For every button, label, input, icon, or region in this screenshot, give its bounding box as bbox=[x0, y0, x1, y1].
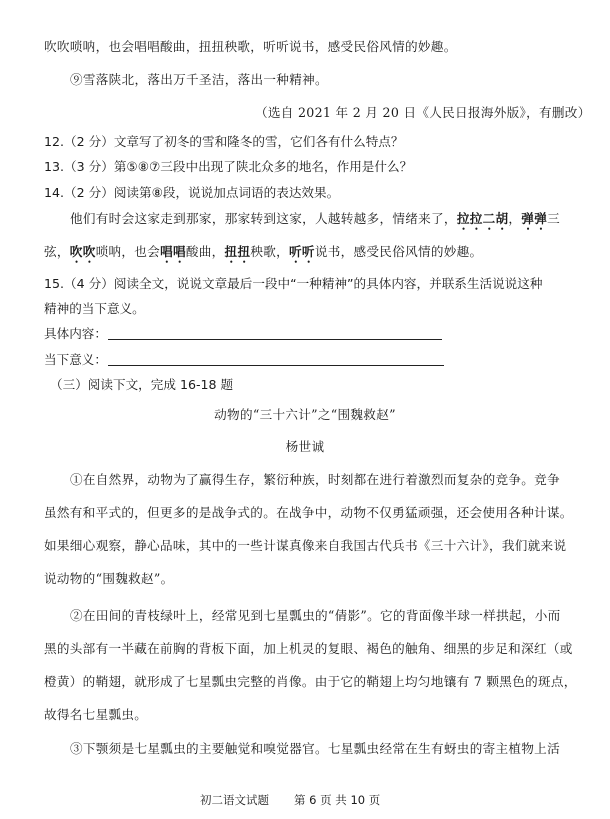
dotted-word: 弹弹 bbox=[521, 211, 548, 226]
paragraph-2-line-1: ②在田间的青枝绿叶上，经常见到七星瓢虫的“倩影”。它的背面像半球一样拱起，小而 bbox=[70, 608, 561, 623]
dotted-word: 听听 bbox=[289, 244, 315, 259]
quote-text: 他们有时会这家走到那家，那家转到这家，人越转越多，情绪来了， bbox=[70, 211, 457, 226]
quote-text: 说书，感受民俗风情的妙趣。 bbox=[314, 244, 483, 259]
answer-meaning-line[interactable] bbox=[108, 365, 444, 366]
article-title: 动物的“三十六计”之“围魏救赵” bbox=[214, 407, 396, 422]
quote-text: 唢呐，也会 bbox=[95, 244, 161, 259]
paragraph-1-line-3: 如果细心观察，静心品味，其中的一些计谋真像来自我国古代兵书《三十六计》，我们就来说 bbox=[44, 538, 567, 553]
dotted-word: 吹吹 bbox=[69, 244, 96, 259]
dotted-word: 拉拉二胡 bbox=[456, 211, 509, 226]
section-heading: （三）阅读下文，完成 16-18 题 bbox=[50, 377, 234, 392]
paragraph-2-line-2: 黑的头部有一半藏在前胸的背板下面，加上机灵的复眼、褐色的触角、细黑的步足和深红（或 bbox=[44, 641, 573, 656]
question-14: 14.（2 分）阅读第⑧段，说说加点词语的表达效果。 bbox=[44, 185, 340, 200]
answer-content-label: 具体内容： bbox=[44, 326, 107, 341]
article-author: 杨世诚 bbox=[285, 439, 325, 454]
quote-text: 弦， bbox=[44, 244, 70, 259]
question-12: 12.（2 分）文章写了初冬的雪和隆冬的雪，它们各有什么特点？ bbox=[44, 134, 404, 149]
dotted-word: 扭扭 bbox=[224, 244, 251, 259]
question-13: 13.（3 分）第⑤⑧⑦三段中出现了陕北众多的地名，作用是什么？ bbox=[44, 159, 413, 174]
passage-paragraph-9: ⑨雪落陕北，落出万千圣洁，落出一种精神。 bbox=[70, 72, 328, 87]
paragraph-2-line-3: 橙黄）的鞘翅，就形成了七星瓢虫完整的肖像。由于它的鞘翅上均匀地镶有 7 颗黑色的斑点， bbox=[44, 674, 577, 689]
passage-line: 吹吹唢呐，也会唱唱酸曲，扭扭秧歌，听听说书，感受民俗风情的妙趣。 bbox=[44, 39, 457, 54]
footer-subject: 初二语文试题 bbox=[200, 793, 269, 807]
paragraph-3-line-1: ③下颚须是七星瓢虫的主要触觉和嗅觉器官。七星瓢虫经常在生有蚜虫的寄主植物上活 bbox=[70, 741, 560, 756]
paragraph-1-line-4: 说动物的“围魏救赵”。 bbox=[44, 571, 174, 586]
dotted-word: 唱唱 bbox=[160, 244, 186, 259]
source-citation: （选自 2021 年 2 月 20 日《人民日报海外版》，有删改） bbox=[255, 105, 591, 120]
question-15-continued: 精神的当下意义。 bbox=[44, 301, 145, 316]
footer-page-number: 第 6 页 共 10 页 bbox=[294, 793, 381, 807]
answer-meaning-label: 当下意义： bbox=[44, 352, 107, 367]
paragraph-2-line-4: 故得名七星瓢虫。 bbox=[44, 707, 148, 722]
quote-text: 酸曲， bbox=[185, 244, 225, 259]
paragraph-1-line-1: ①在自然界，动物为了赢得生存，繁衍种族，时刻都在进行着激烈而复杂的竞争。竞争 bbox=[70, 472, 560, 487]
paragraph-1-line-2: 虽然有和平式的，但更多的是战争式的。在战争中，动物不仅勇猛顽强，还会使用各种计谋。 bbox=[44, 505, 573, 520]
quote-text: 秧歌， bbox=[250, 244, 290, 259]
question-14-quote-line-2 bbox=[44, 241, 482, 266]
question-14-quote-line-1 bbox=[70, 208, 560, 233]
answer-content-line[interactable] bbox=[108, 339, 442, 340]
quote-text: ， bbox=[508, 211, 522, 226]
question-15: 15.（4 分）阅读全文，说说文章最后一段中“一种精神”的具体内容，并联系生活说说这种 bbox=[44, 276, 543, 291]
quote-text: 三 bbox=[547, 211, 560, 226]
